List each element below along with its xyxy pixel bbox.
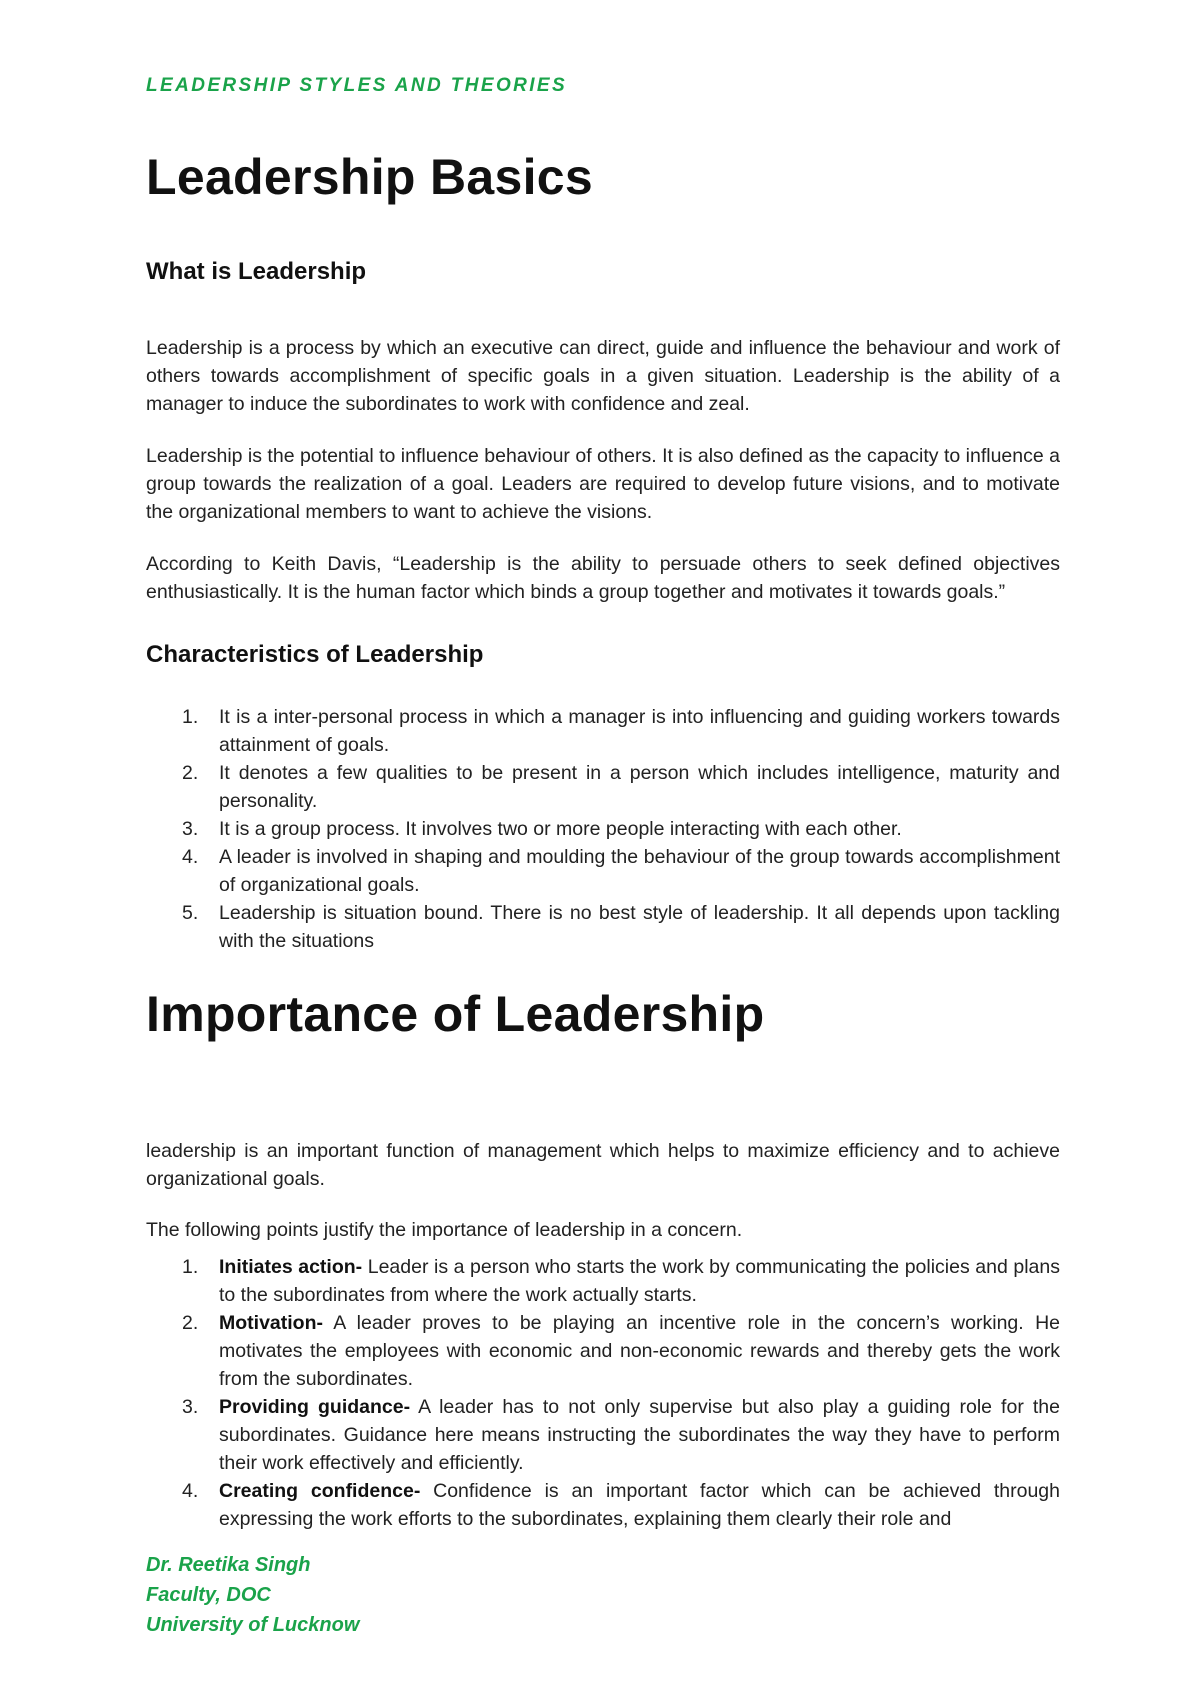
list-item-term: Motivation- (219, 1312, 323, 1334)
list-number: 4. (182, 846, 199, 868)
paragraph-definition-1: Leadership is a process by which an executive can direct, guide and influence the behaviour and work of others towards accomplishment of specific goals in a given situation. Leadership is the ability of a manager to induce the subordinates to work with confidence and zeal. (146, 336, 1060, 415)
list-item-term: Creating confidence- (219, 1480, 421, 1502)
list-item (146, 1309, 1060, 1393)
paragraph-importance-lead-in: The following points justify the importance of leadership in a concern. (146, 1218, 743, 1241)
list-item-text: Leader is a person who starts the work by communicating the policies and plans to the subordinates from where the work actually starts. (219, 1256, 1060, 1306)
list-item-text: A leader is involved in shaping and moulding the behaviour of the group towards accomplishment of organizational goals. (219, 846, 1060, 896)
paragraph-definition-2: Leadership is the potential to influence behaviour of others. It is also defined as the capacity to influence a group towards the realization of a goal. Leaders are required to develop future visions, and to motivate the organizational members to want to achieve the visions. (146, 444, 1060, 523)
list-item-text: A leader proves to be playing an incentive role in the concern’s working. He motivates the employees with economic and non-economic rewards and thereby gets the work from the subordinates. (219, 1312, 1060, 1390)
list-item-term: Initiates action- (219, 1256, 363, 1278)
list-number: 2. (182, 762, 199, 784)
paragraph-keith-davis-quote: According to Keith Davis, “Leadership is the ability to persuade others to seek defined objectives enthusiastically. It is the human factor which binds a group together and motivates it towards goals.” (146, 552, 1060, 603)
importance-list (146, 1253, 1060, 1533)
subheading-what-is-leadership: What is Leadership (146, 258, 367, 285)
list-item (146, 899, 1060, 955)
list-item (146, 843, 1060, 899)
list-item-text: It denotes a few qualities to be present in a person which includes intelligence, maturity and personality. (219, 762, 1060, 812)
list-item (146, 1477, 1060, 1533)
list-item-text: Leadership is situation bound. There is no best style of leadership. It all depends upon tackling with the situations (219, 902, 1060, 952)
list-number: 3. (182, 818, 199, 840)
section-title-importance-of-leadership: Importance of Leadership (146, 986, 765, 1042)
footer-institution: University of Lucknow (146, 1614, 360, 1636)
list-item-text: It is a group process. It involves two or more people interacting with each other. (219, 818, 902, 840)
section-title-leadership-basics: Leadership Basics (146, 149, 593, 205)
list-number: 4. (182, 1480, 199, 1502)
subheading-characteristics: Characteristics of Leadership (146, 641, 484, 668)
list-number: 1. (182, 1256, 199, 1278)
characteristics-list (146, 703, 1060, 955)
list-item (146, 703, 1060, 759)
list-item-term: Providing guidance- (219, 1396, 411, 1418)
footer-author: Dr. Reetika Singh (146, 1554, 311, 1576)
running-header: LEADERSHIP STYLES AND THEORIES (146, 75, 568, 96)
list-number: 5. (182, 902, 199, 924)
list-number: 1. (182, 706, 199, 728)
paragraph-importance-intro: leadership is an important function of management which helps to maximize efficiency and to achieve organizational goals. (146, 1139, 1060, 1190)
list-item-text: A leader has to not only supervise but also play a guiding role for the subordinates. Guidance here means instructing the subordinates the way they have to perform their work effectively and efficiently. (219, 1396, 1060, 1474)
list-item (146, 759, 1060, 815)
list-number: 2. (182, 1312, 199, 1334)
list-item-text: It is a inter-personal process in which a manager is into influencing and guiding workers towards attainment of goals. (219, 706, 1060, 756)
footer-position: Faculty, DOC (146, 1584, 271, 1606)
list-item (146, 1393, 1060, 1477)
list-number: 3. (182, 1396, 199, 1418)
page-footer (146, 1550, 359, 1640)
list-item (146, 815, 1060, 843)
list-item-text: Confidence is an important factor which can be achieved through expressing the work efforts to the subordinates, explaining them clearly their role and (219, 1480, 1060, 1530)
list-item (146, 1253, 1060, 1309)
